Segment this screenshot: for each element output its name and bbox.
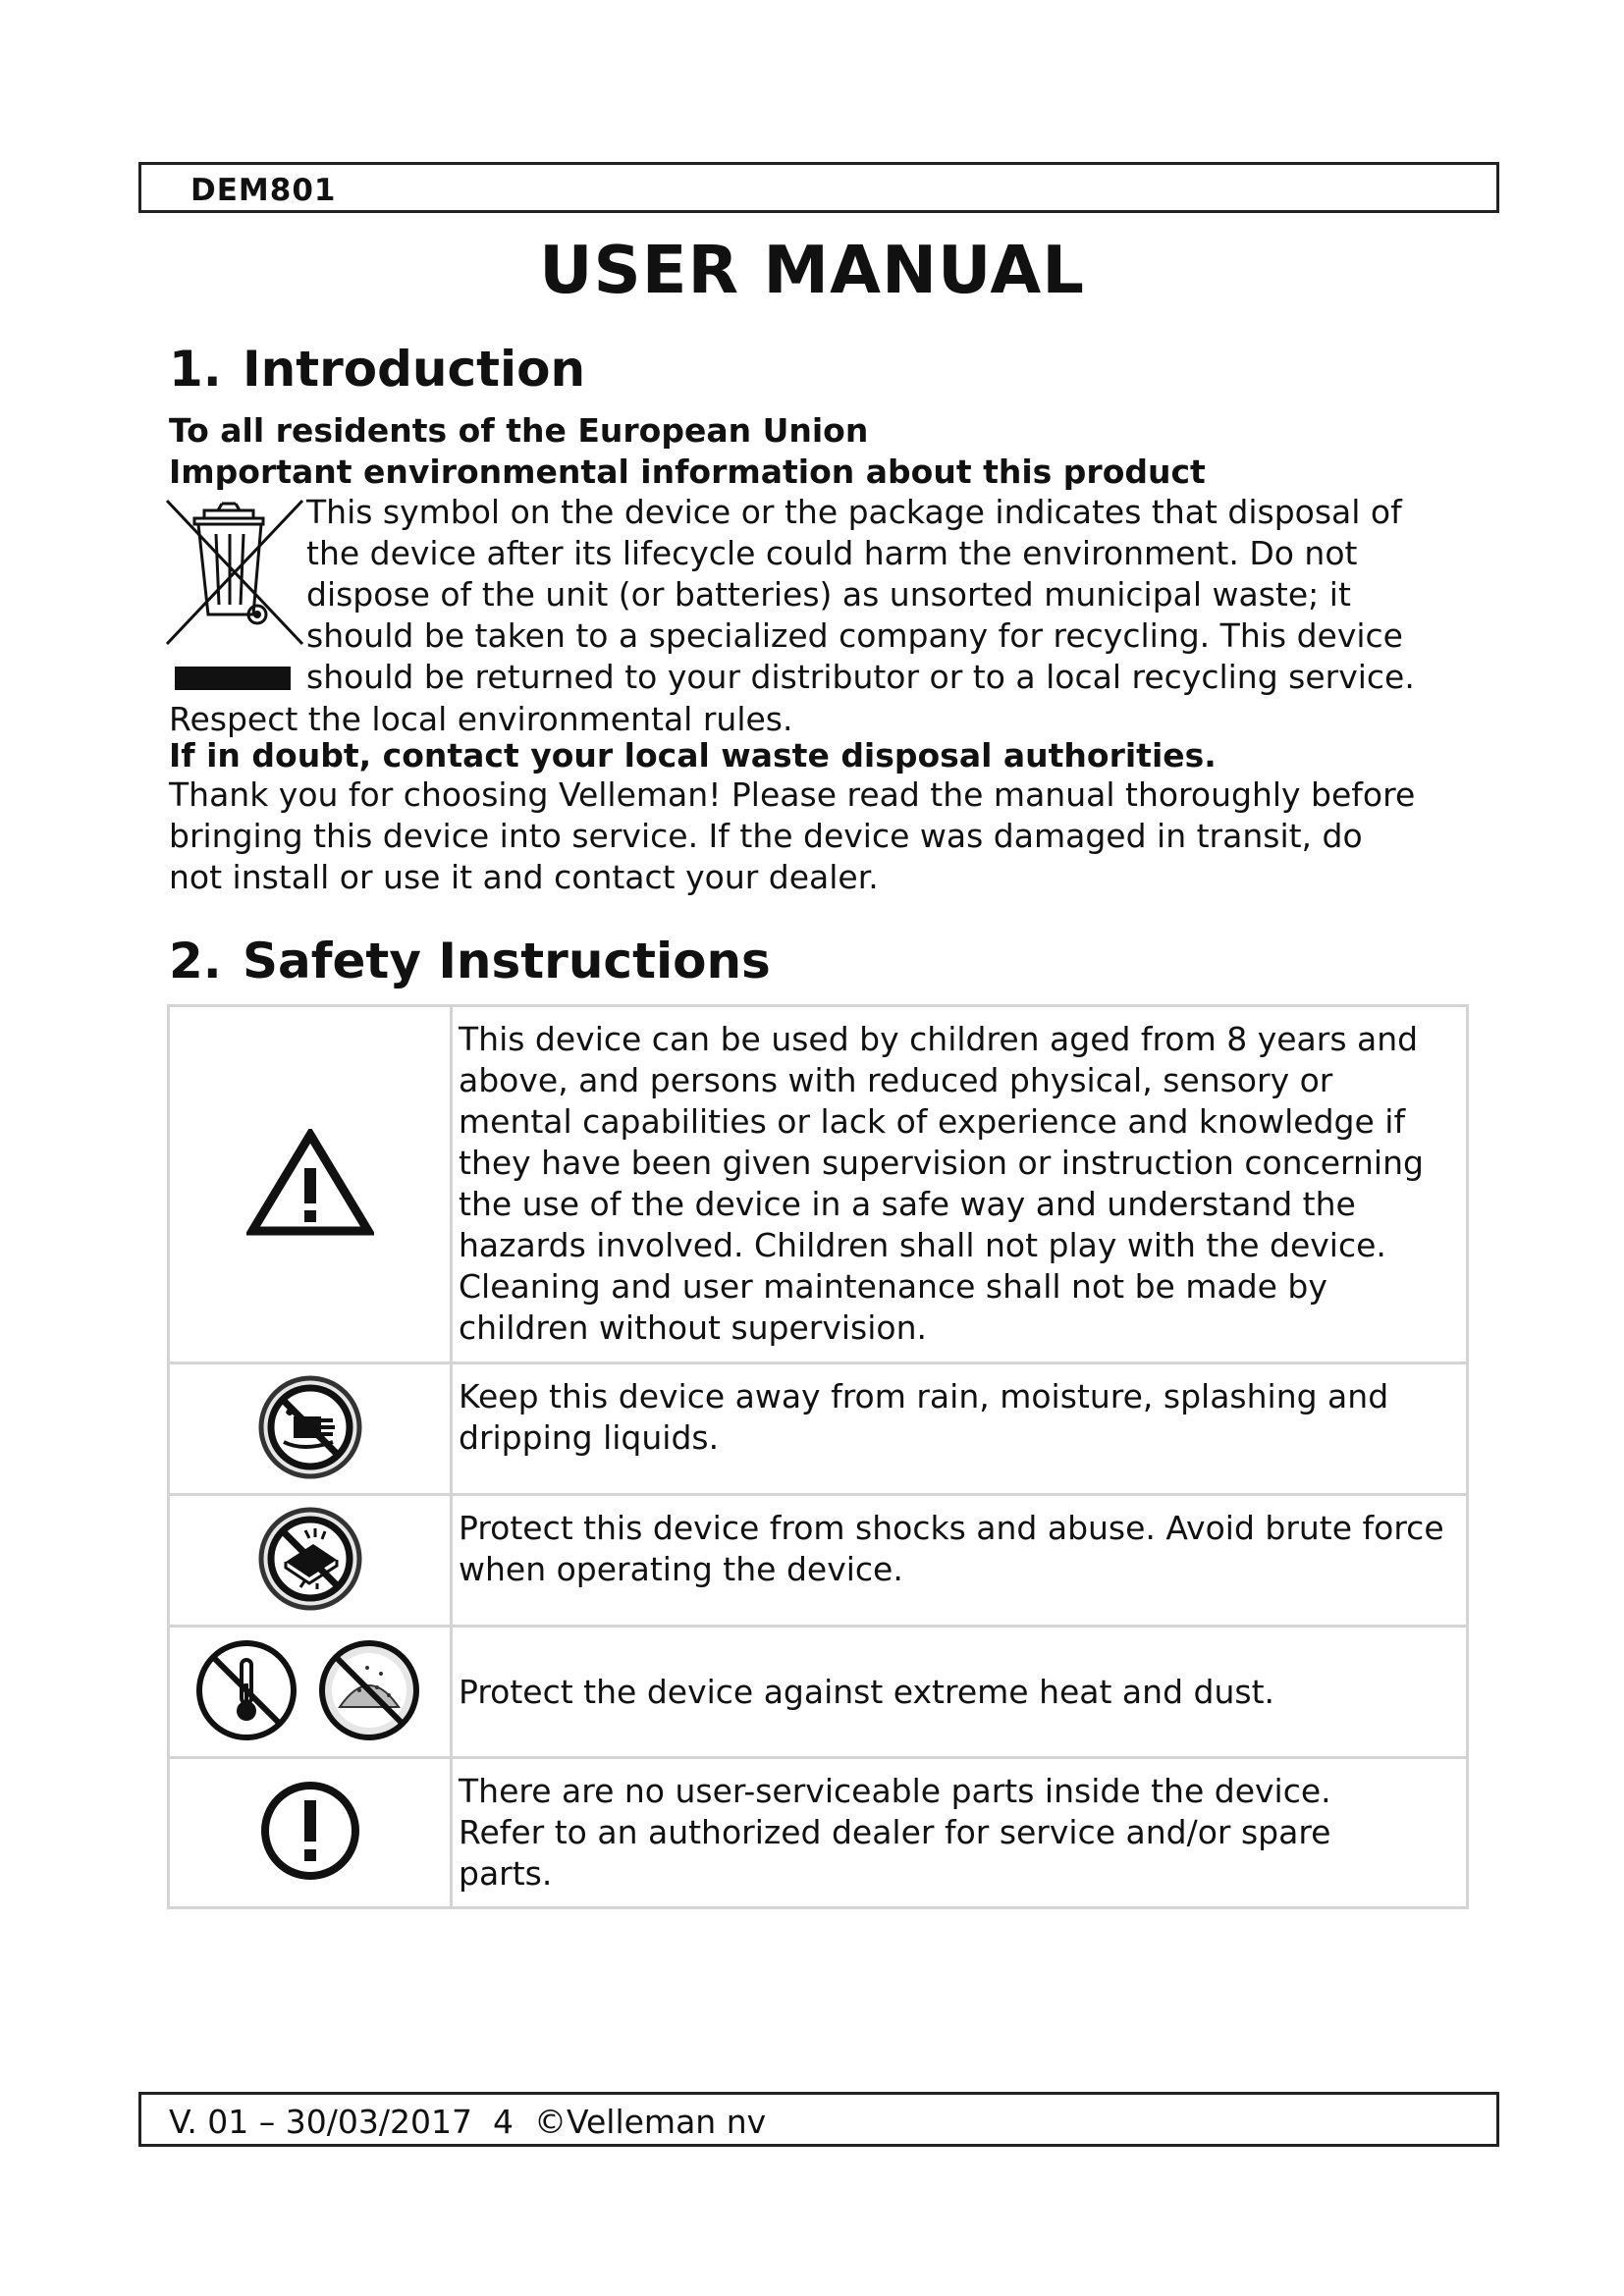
footer-text: [169, 2103, 766, 2141]
header-box: [138, 162, 1499, 213]
safety-line: the use of the device in a safe way and understand the: [459, 1185, 1356, 1223]
safety-icon-cell: [169, 1495, 452, 1627]
safety-text-cell: [452, 1495, 1468, 1627]
safety-table: [167, 1004, 1469, 1909]
weee-line: This symbol on the device or the package indicates that disposal of: [306, 493, 1402, 531]
footer-date: 30/03/2017: [285, 2103, 472, 2141]
no-heat-no-dust-icon: [192, 1636, 428, 1744]
model-code: DEM801: [190, 173, 337, 208]
safety-line: mental capabilities or lack of experience and knowledge if: [459, 1102, 1406, 1141]
safety-row: [169, 1495, 1468, 1627]
section-heading-safety: [169, 933, 771, 989]
safety-icon-cell: [169, 1363, 452, 1495]
safety-line: they have been given supervision or instruction concerning: [459, 1144, 1424, 1182]
safety-row: [169, 1627, 1468, 1758]
doubt-contact-line: If in doubt, contact your local waste disposal authorities.: [169, 736, 1217, 774]
safety-icon-cell: [169, 1006, 452, 1363]
safety-line: Cleaning and user maintenance shall not be made by: [459, 1267, 1327, 1306]
crossed-bin-icon: [165, 499, 304, 646]
safety-text-cell: [452, 1758, 1468, 1908]
safety-line: when operating the device.: [459, 1550, 903, 1588]
safety-line: There are no user-serviceable parts inside the device.: [459, 1772, 1331, 1810]
respect-rules-line: Respect the local environmental rules.: [169, 700, 793, 738]
section-number: 1.: [169, 341, 222, 398]
safety-line: This device can be used by children aged from 8 years and: [459, 1020, 1419, 1058]
thanks-line: Thank you for choosing Velleman! Please read the manual thoroughly before: [169, 775, 1416, 814]
footer-dash: –: [258, 2103, 276, 2141]
safety-row: [169, 1006, 1468, 1363]
footer-box: [138, 2092, 1499, 2147]
eu-residents-line: To all residents of the European Union: [169, 411, 869, 450]
weee-line: the device after its lifecycle could harm the environment. Do not: [306, 534, 1358, 572]
safety-line: dripping liquids.: [459, 1418, 720, 1457]
safety-line: hazards involved. Children shall not play with the device.: [459, 1226, 1386, 1264]
section-title: Introduction: [243, 341, 586, 398]
thanks-paragraph: [169, 774, 1415, 898]
caution-exclamation-icon: [256, 1777, 364, 1885]
document-title: USER MANUAL: [539, 232, 1085, 308]
no-shocks-icon: [256, 1505, 364, 1613]
safety-text-cell: [452, 1006, 1468, 1363]
safety-line: Keep this device away from rain, moisture, splashing and: [459, 1377, 1389, 1415]
thanks-line: bringing this device into service. If the device was damaged in transit, do: [169, 817, 1363, 855]
safety-line: children without supervision.: [459, 1308, 928, 1347]
no-heat-icon: [199, 1643, 294, 1737]
weee-line: should be returned to your distributor or to a local recycling service.: [306, 658, 1415, 696]
safety-row: [169, 1758, 1468, 1908]
weee-line: dispose of the unit (or batteries) as unsorted municipal waste; it: [306, 575, 1351, 614]
no-liquids-icon: [256, 1373, 364, 1481]
section-title: Safety Instructions: [243, 933, 771, 989]
section-number: 2.: [169, 933, 222, 989]
footer-copyright: ©Velleman nv: [533, 2103, 767, 2141]
section-heading-introduction: [169, 341, 585, 398]
safety-line: above, and persons with reduced physical, sensory or: [459, 1061, 1333, 1099]
weee-line: should be taken to a specialized company for recycling. This device: [306, 616, 1403, 655]
safety-icon-cell: [169, 1758, 452, 1908]
footer-page-number: 4: [492, 2103, 514, 2141]
footer-version: V. 01: [169, 2103, 249, 2141]
safety-text-cell: [452, 1363, 1468, 1495]
warning-triangle-icon: [246, 1129, 374, 1237]
weee-marking-bar: [175, 667, 291, 690]
safety-icon-cell: [169, 1627, 452, 1758]
weee-disposal-text: [306, 492, 1485, 698]
environmental-info-line: Important environmental information about this product: [169, 453, 1206, 491]
safety-line: Protect this device from shocks and abuse. Avoid brute force: [459, 1509, 1444, 1547]
safety-text-cell: [452, 1627, 1468, 1758]
no-dust-icon: [322, 1643, 416, 1737]
safety-line: Refer to an authorized dealer for service and/or spare: [459, 1813, 1331, 1851]
safety-line: parts.: [459, 1854, 553, 1893]
thanks-line: not install or use it and contact your dealer.: [169, 858, 879, 896]
safety-line: Protect the device against extreme heat and dust.: [459, 1672, 1274, 1711]
safety-row: [169, 1363, 1468, 1495]
